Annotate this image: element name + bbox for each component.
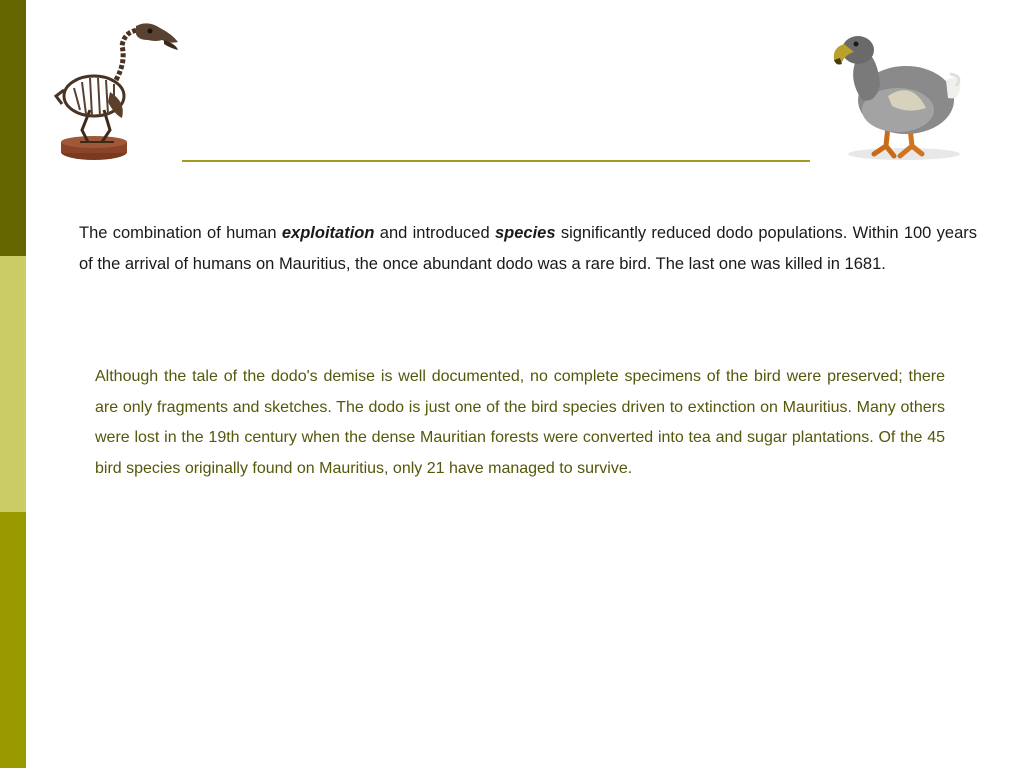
dodo-skeleton-image — [52, 18, 184, 166]
left-stripe-bottom — [0, 512, 26, 768]
dodo-model-image — [828, 20, 964, 164]
intro-text-part2: and introduced — [374, 224, 495, 242]
demise-paragraph: Although the tale of the dodo's demise is well documented, no complete specimens of the bird were preserved; there are only fragments and sketches. The dodo is just one of the bird species driven to extinction on Mauritius. Many others were lost in the 19th century when the dense Mauritian forests were converted into tea and sugar plantations. Of the 45 bird species originally found on Mauritius, only 21 have managed to survive. — [95, 368, 945, 477]
emphasis-exploitation: exploitation — [281, 224, 375, 242]
left-stripe-top — [0, 0, 26, 256]
intro-paragraph — [79, 218, 977, 280]
intro-text-part3: significantly reduced dodo populations. Within 100 years of the arrival of humans on Mauritius, the once abundant dodo was a rare bird. The last one was killed in 1681. — [79, 224, 978, 273]
title-divider-line — [182, 160, 810, 162]
left-stripe-middle — [0, 256, 26, 512]
intro-text-part1: The combination of human — [79, 224, 282, 242]
emphasis-species: species — [494, 224, 556, 242]
